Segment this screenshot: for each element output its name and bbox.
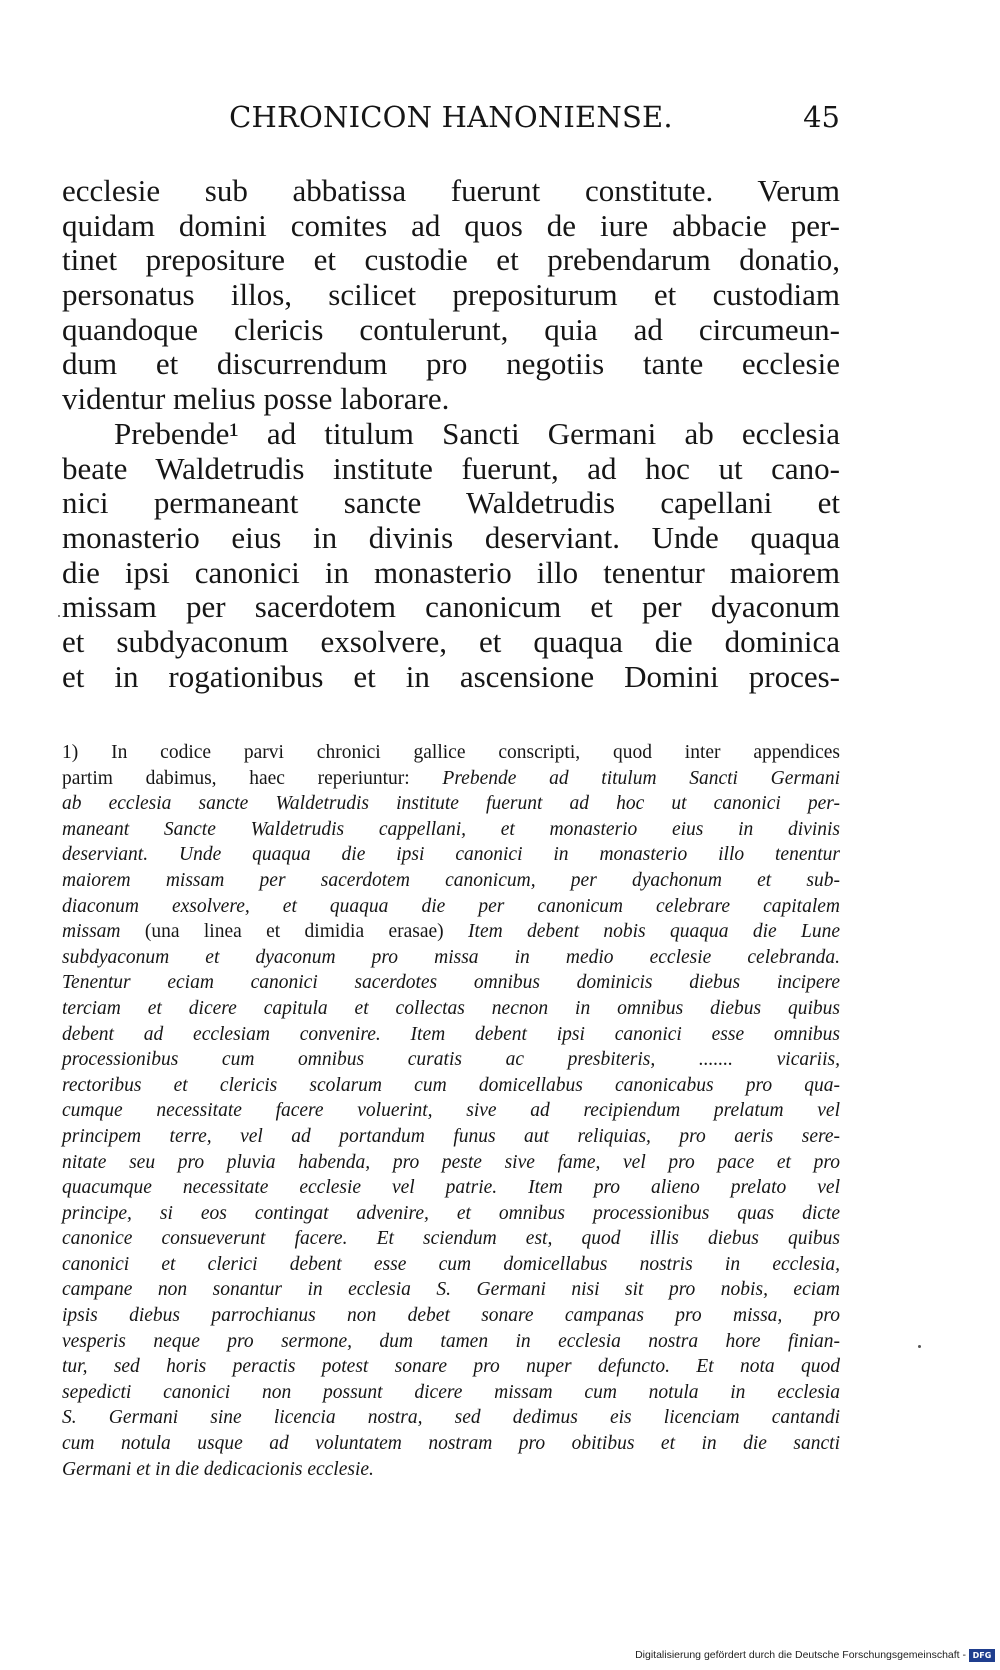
footnote-line: nitate seu pro pluvia habenda, pro peste sive fame, vel pro pace et pro	[62, 1151, 840, 1173]
main-text	[62, 174, 840, 694]
footnote	[62, 740, 840, 1482]
footnote-roman: 1) In codice parvi chronici gallice conscripti, quod inter appendices	[62, 742, 840, 763]
text-line: ecclesie sub abbatissa fuerunt constitute. Verum	[62, 173, 840, 208]
footnote-italic: Item debent nobis quaqua die Lune	[468, 921, 840, 943]
footnote-line: Tenentur eciam canonici sacerdotes omnibus dominicis diebus incipere	[62, 972, 840, 994]
footnote-line: processionibus cum omnibus curatis ac presbiteris, ....... vicariis,	[62, 1049, 840, 1071]
footnote-line: S. Germani sine licencia nostra, sed dedimus eis licenciam cantandi	[62, 1407, 840, 1429]
footnote-line: terciam et dicere capitula et collectas necnon in omnibus diebus quibus	[62, 997, 840, 1019]
text-line: dum et discurrendum pro negotiis tante ecclesie	[62, 346, 840, 382]
dfg-logo: DFG	[969, 1649, 995, 1662]
page-number: 45	[803, 100, 840, 134]
text-line: tinet prepositure et custodie et prebendarum donatio,	[62, 242, 840, 278]
footnote-line: maiorem missam per sacerdotem canonicum, per dyachonum et sub-	[62, 869, 840, 891]
footnote-line: Germani et in die dedicacionis ecclesie.	[62, 1458, 374, 1480]
footnote-line: principem terre, vel ad portandum funus aut reliquias, pro aeris sere-	[62, 1125, 840, 1147]
text-line: videntur melius posse laborare.	[62, 381, 450, 417]
footnote-line: sepedicti canonici non possunt dicere missam cum notula in ecclesia	[62, 1381, 840, 1403]
footnote-line: subdyaconum et dyaconum pro missa in medio ecclesie celebranda.	[62, 946, 840, 968]
footnote-roman: partim dabimus, haec reperiuntur:	[62, 767, 443, 789]
footnote-line: quacumque necessitate ecclesie vel patrie. Item pro alieno prelato vel	[62, 1177, 840, 1199]
text-line: die ipsi canonici in monasterio illo tenentur maiorem	[62, 554, 840, 590]
footnote-line: rectoribus et clericis scolarum cum domicellabus canonicabus pro qua-	[62, 1074, 840, 1096]
digitization-credit	[600, 1646, 995, 1664]
footnote-line: cumque necessitate facere voluerint, sive ad recipiendum prelatum vel	[62, 1100, 840, 1122]
text-line: quandoque clericis contulerunt, quia ad circumeun-	[62, 311, 840, 347]
footnote-line: vesperis neque pro sermone, dum tamen in ecclesia nostra hore finian-	[62, 1330, 840, 1352]
footnote-line: ab ecclesia sancte Waldetrudis institute fuerunt ad hoc ut canonici per-	[62, 793, 840, 815]
credit-text: Digitalisierung gefördert durch die Deutsche Forschungsgemeinschaft -	[635, 1649, 966, 1661]
page-header	[62, 98, 840, 144]
text-line: quidam domini comites ad quos de iure abbacie per-	[62, 207, 840, 243]
text-line: personatus illos, scilicet prepositurum et custodiam	[62, 277, 840, 313]
text-line: et in rogationibus et in ascensione Domini proces-	[62, 658, 840, 694]
footnote-line: ipsis diebus parrochianus non debet sonare campanas pro missa, pro	[62, 1305, 840, 1327]
footnote-line: cum notula usque ad voluntatem nostram pro obitibus et in die sancti	[62, 1433, 840, 1455]
footnote-line: deserviant. Unde quaqua die ipsi canonici in monasterio illo tenentur	[62, 844, 840, 866]
footnote-line: tur, sed horis peractis potest sonare pro nuper defuncto. Et nota quod	[62, 1356, 840, 1378]
text-line: monasterio eius in divinis deserviant. Unde quaqua	[62, 519, 840, 555]
text-line: et subdyaconum exsolvere, et quaqua die dominica	[62, 623, 840, 659]
footnote-line: canonice consueverunt facere. Et sciendum est, quod illis diebus quibus	[62, 1228, 840, 1250]
footnote-line: debent ad ecclesiam convenire. Item debent ipsi canonici esse omnibus	[62, 1023, 840, 1045]
footnote-line: maneant Sancte Waldetrudis cappellani, et monasterio eius in divinis	[62, 818, 840, 840]
paper-speck	[918, 1345, 921, 1348]
text-line: Prebende¹ ad titulum Sancti Germani ab ecclesia	[114, 415, 840, 451]
text-line: nici permaneant sancte Waldetrudis capellani et	[62, 485, 840, 521]
footnote-roman: (una linea et dimidia erasae)	[120, 921, 469, 943]
footnote-line: campane non sonantur in ecclesia S. Germani nisi sit pro nobis, eciam	[62, 1279, 840, 1301]
footnote-italic: missam	[62, 921, 121, 943]
footnote-line	[62, 740, 840, 766]
paper-speck	[58, 615, 60, 617]
text-line: beate Waldetrudis institute fuerunt, ad hoc ut cano-	[62, 450, 840, 486]
running-title: CHRONICON HANONIENSE.	[229, 100, 673, 134]
footnote-line	[62, 766, 840, 792]
footnote-line: diaconum exsolvere, et quaqua die per canonicum celebrare capitalem	[62, 895, 840, 917]
footnote-line: principe, si eos contingat advenire, et omnibus processionibus quas dicte	[62, 1202, 840, 1224]
footnote-italic: Prebende ad titulum Sancti Germani	[442, 767, 840, 789]
footnote-line	[62, 919, 840, 945]
text-line: missam per sacerdotem canonicum et per dyaconum	[62, 589, 840, 625]
footnote-line: canonici et clerici debent esse cum domicellabus nostris in ecclesia,	[62, 1253, 840, 1275]
